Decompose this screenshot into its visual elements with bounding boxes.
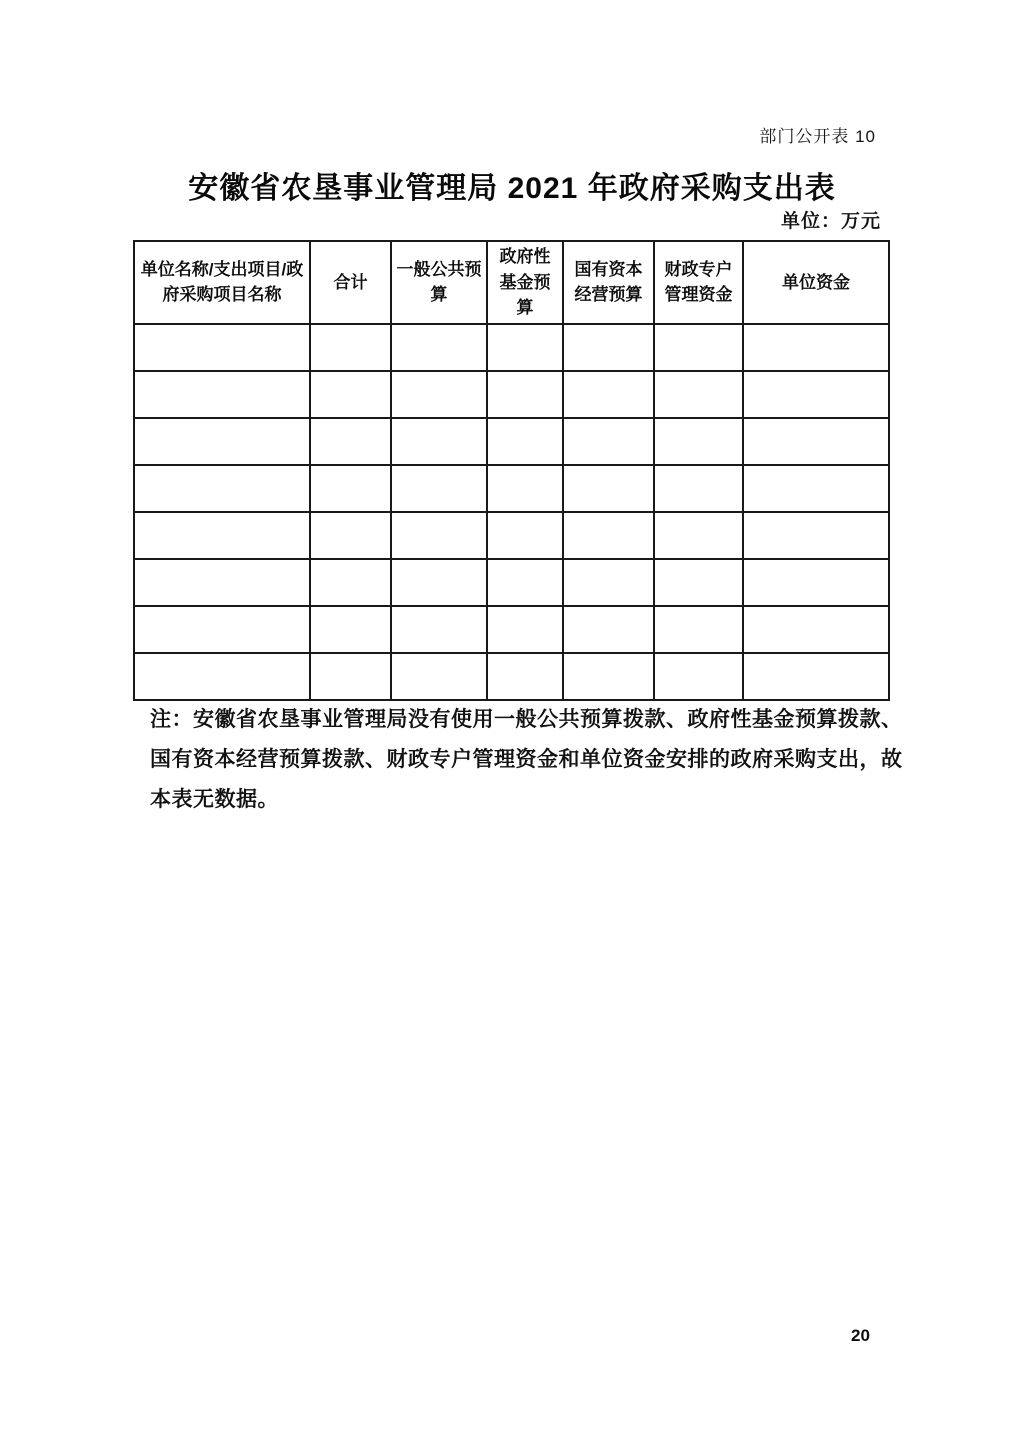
table-cell: [743, 559, 889, 606]
table-cell: [134, 418, 310, 465]
table-cell: [134, 512, 310, 559]
table-cell: [391, 653, 487, 700]
table-cell: [310, 512, 391, 559]
table-cell: [563, 653, 654, 700]
table-cell: [134, 606, 310, 653]
table-cell: [743, 512, 889, 559]
table-cell: [743, 371, 889, 418]
table-header-row: [134, 241, 889, 324]
column-header-unit-name: 单位名称/支出项目/政府采购项目名称: [134, 241, 310, 324]
table-cell: [563, 418, 654, 465]
table-cell: [310, 324, 391, 371]
column-header-govt-fund-budget: 政府性基金预算: [487, 241, 563, 324]
table-cell: [391, 324, 487, 371]
table-cell: [487, 324, 563, 371]
table-cell: [654, 371, 743, 418]
table-cell: [391, 559, 487, 606]
column-header-total: 合计: [310, 241, 391, 324]
table-cell: [391, 418, 487, 465]
table-cell: [654, 512, 743, 559]
table-cell: [487, 559, 563, 606]
table-cell: [487, 418, 563, 465]
table-cell: [654, 324, 743, 371]
table-cell: [310, 371, 391, 418]
table-cell: [654, 606, 743, 653]
table-cell: [487, 371, 563, 418]
table-cell: [310, 653, 391, 700]
table-body: [134, 324, 889, 700]
table-cell: [654, 465, 743, 512]
page-title: 安徽省农垦事业管理局 2021 年政府采购支出表: [188, 172, 836, 205]
table-cell: [134, 653, 310, 700]
table-cell: [134, 465, 310, 512]
table-cell: [654, 653, 743, 700]
table-row: [134, 559, 889, 606]
table-cell: [487, 465, 563, 512]
table-cell: [391, 371, 487, 418]
table-row: [134, 653, 889, 700]
table-cell: [563, 559, 654, 606]
page-number: 20: [851, 1326, 870, 1345]
table-header: [134, 241, 889, 324]
table-cell: [310, 559, 391, 606]
table-cell: [743, 324, 889, 371]
table-cell: [563, 512, 654, 559]
table-cell: [310, 418, 391, 465]
column-header-fiscal-special-account: 财政专户管理资金: [654, 241, 743, 324]
column-header-general-public-budget: 一般公共预算: [391, 241, 487, 324]
footnote-line: 本表无数据。: [150, 788, 279, 811]
table-cell: [563, 465, 654, 512]
table-cell: [487, 653, 563, 700]
table-cell: [654, 559, 743, 606]
table-row: [134, 418, 889, 465]
unit-label: 单位：万元: [780, 211, 881, 232]
table-cell: [310, 465, 391, 512]
table-cell: [391, 465, 487, 512]
table-cell: [487, 512, 563, 559]
table-cell: [743, 606, 889, 653]
table-cell: [134, 371, 310, 418]
table-row: [134, 371, 889, 418]
column-header-unit-funds: 单位资金: [743, 241, 889, 324]
table-row: [134, 512, 889, 559]
footnote-line: 注：安徽省农垦事业管理局没有使用一般公共预算拨款、政府性基金预算拨款、: [150, 708, 903, 731]
table-cell: [391, 512, 487, 559]
table-row: [134, 465, 889, 512]
table-cell: [391, 606, 487, 653]
doc-label: 部门公开表 10: [759, 127, 876, 146]
table-cell: [563, 606, 654, 653]
table-cell: [743, 653, 889, 700]
table-cell: [563, 371, 654, 418]
table-cell: [134, 324, 310, 371]
table-cell: [310, 606, 391, 653]
footnote: [150, 700, 903, 820]
table-cell: [654, 418, 743, 465]
table-cell: [743, 465, 889, 512]
table-cell: [487, 606, 563, 653]
procurement-table: [133, 240, 890, 701]
table-cell: [743, 418, 889, 465]
table-cell: [563, 324, 654, 371]
table-row: [134, 324, 889, 371]
table-row: [134, 606, 889, 653]
column-header-state-capital-budget: 国有资本经营预算: [563, 241, 654, 324]
footnote-line: 国有资本经营预算拨款、财政专户管理资金和单位资金安排的政府采购支出，故: [150, 748, 903, 771]
table-cell: [134, 559, 310, 606]
